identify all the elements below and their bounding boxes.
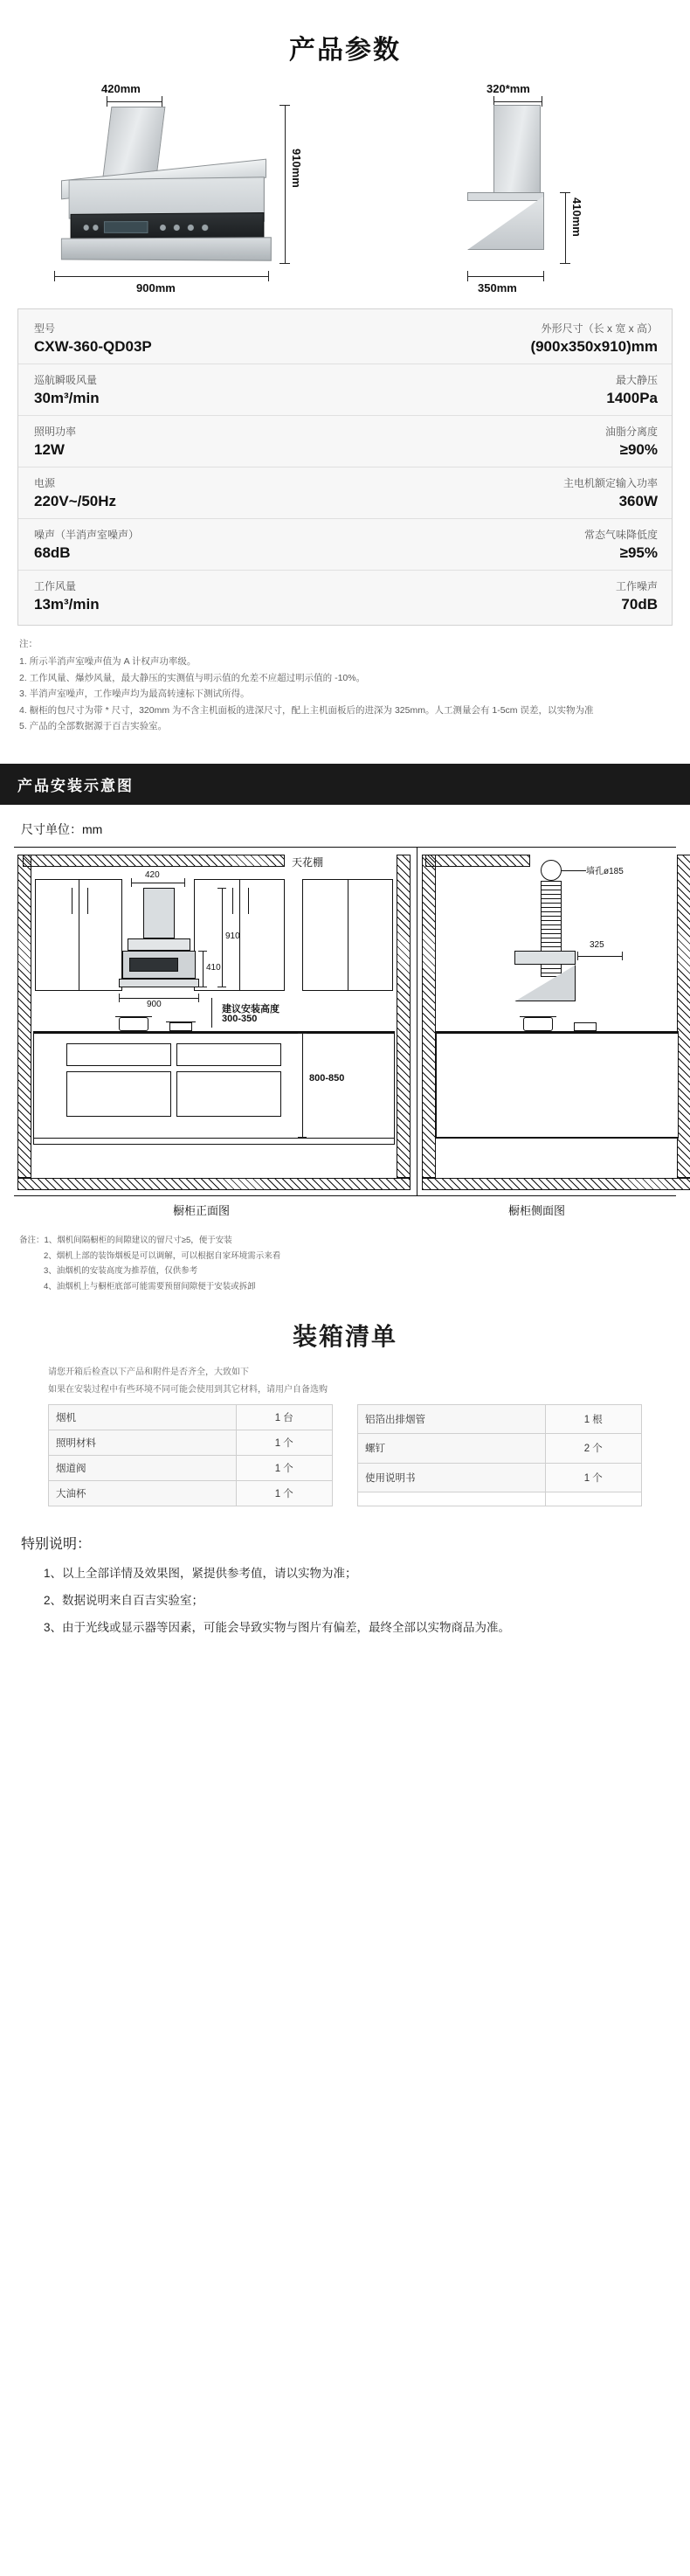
spec-value: 70dB <box>621 596 658 613</box>
remark-line: 4、油烟机上与橱柜底部可能需要预留间隙便于安装或拆卸 <box>44 1281 256 1291</box>
table-row <box>18 416 672 467</box>
spec-cell <box>18 519 345 571</box>
front-top-dim-label: 420mm <box>101 82 141 95</box>
hood-base-install <box>119 979 199 987</box>
panel-button <box>84 225 89 231</box>
list-item <box>358 1434 642 1464</box>
note-line: 4. 橱柜的包尺寸为带 * 尺寸，320mm 为不含主机面板的进深尺寸，配上主机面板后的进深为 325mm。人工测量会有 1-5cm 误差，以实物为准 <box>19 704 594 716</box>
install-height-value: 300-350 <box>222 1014 258 1025</box>
remark-title: 备注： <box>19 1236 45 1246</box>
installation-title-bar: 产品安装示意图 <box>0 764 690 805</box>
item-name: 烟道阀 <box>49 1455 237 1480</box>
spec-label: 型号 <box>34 322 56 335</box>
installation-remarks <box>19 1233 671 1294</box>
spec-label: 最大静压 <box>615 374 658 386</box>
item-name: 铝箔出排烟管 <box>358 1404 546 1434</box>
item-qty: 1 个 <box>545 1463 642 1492</box>
spec-table-container <box>17 308 673 626</box>
panel-button <box>202 225 208 231</box>
product-dimension-diagram <box>17 82 673 296</box>
spec-cell <box>345 364 672 416</box>
panel-display <box>104 221 148 233</box>
table-row <box>18 467 672 519</box>
installation-front-elevation <box>14 848 417 1195</box>
hood-base-front <box>61 237 272 260</box>
product-parameters-section <box>0 0 690 741</box>
list-item: 2、数据说明来自百吉实验室； <box>44 1593 204 1607</box>
caption-side-view: 橱柜侧面图 <box>508 1204 566 1218</box>
cabinet-door-left <box>66 1071 171 1117</box>
packing-table-right <box>357 1404 642 1506</box>
panel-button <box>160 225 166 231</box>
list-item <box>358 1404 642 1434</box>
table-row <box>18 571 672 622</box>
special-notes-list <box>44 1562 660 1639</box>
note-line: 2. 工作风量、爆炒风量，最大静压的实测值与明示值的允差不应超过明示值的 -10%。 <box>19 672 366 683</box>
item-qty: 1 个 <box>236 1480 333 1506</box>
item-name: 烟机 <box>49 1404 237 1430</box>
counter-height-label: 800-850 <box>309 1073 345 1084</box>
side-height-dim-label: 410mm <box>570 197 583 237</box>
panel-button <box>174 225 180 231</box>
side-depth-dim-label: 350mm <box>478 281 517 294</box>
item-name: 大油杯 <box>49 1480 237 1506</box>
spec-cell <box>345 467 672 519</box>
list-item <box>49 1404 333 1430</box>
spec-cell <box>345 571 672 622</box>
caption-front-view: 橱柜正面图 <box>173 1204 231 1218</box>
installation-side-elevation <box>418 848 676 1195</box>
front-view-drawing <box>44 82 411 292</box>
list-item <box>49 1455 333 1480</box>
side-view-drawing <box>441 82 668 292</box>
spec-value: (900x350x910)mm <box>530 338 658 355</box>
front-height-dim-label: 910mm <box>290 149 303 188</box>
floor-hatch <box>17 1178 411 1190</box>
cabinet-door-right <box>176 1071 281 1117</box>
spec-cell <box>18 467 345 519</box>
spec-value: 1400Pa <box>606 390 658 406</box>
spec-value: 12W <box>34 441 65 458</box>
special-notes-section <box>0 1533 690 1639</box>
item-qty: 1 个 <box>236 1430 333 1455</box>
spec-table <box>18 313 672 621</box>
cookware-pot-left <box>119 1017 148 1031</box>
right-wall-hatch <box>397 855 411 1178</box>
spec-label: 电源 <box>34 477 56 489</box>
diagram-captions <box>14 1201 676 1221</box>
item-qty: 1 根 <box>545 1404 642 1434</box>
spec-value: ≥95% <box>619 544 658 561</box>
spec-label: 照明功率 <box>34 426 77 438</box>
cookware-pot-right <box>169 1022 192 1031</box>
wall-hole-label: 墙孔ø185 <box>586 867 624 877</box>
spec-cell <box>345 313 672 364</box>
spec-cell <box>18 313 345 364</box>
spec-cell <box>345 519 672 571</box>
ceiling-hatch <box>23 855 285 867</box>
base-cabinet-side <box>436 1033 679 1138</box>
installation-diagram <box>14 847 676 1196</box>
special-notes-title: 特别说明： <box>21 1536 92 1552</box>
cookware-pot-side-2 <box>574 1022 597 1031</box>
left-wall-hatch <box>17 855 31 1178</box>
spec-label: 工作噪声 <box>615 580 658 592</box>
list-item: 1、以上全部详情及效果图，紧提供参考值，请以实物为准； <box>44 1566 357 1580</box>
spec-value: CXW-360-QD03P <box>34 338 152 355</box>
list-item <box>358 1463 642 1492</box>
note-line: 5. 产品的全部数据源于百吉实验室。 <box>19 720 168 731</box>
ceiling-hatch-side <box>425 855 530 867</box>
wall-hole-circle <box>541 860 562 881</box>
list-item: 3、由于光线或显示器等因素，可能会导致实物与图片有偏差，最终全部以实物商品为准。 <box>44 1620 511 1634</box>
packing-list-title: 装箱清单 <box>292 1322 397 1350</box>
packing-note: 请您开箱后检查以下产品和附件是否齐全，大致如下 <box>48 1367 249 1377</box>
hood-chimney-install <box>143 888 175 938</box>
unit-note: 尺寸单位：mm <box>21 822 103 837</box>
packing-table-left <box>48 1404 333 1506</box>
packing-note: 如果在安装过程中有些环境不同可能会使用到其它材料，请用户自备选购 <box>48 1384 328 1395</box>
cookware-pot-side <box>523 1017 553 1031</box>
install-height-title: 建议安装高度 <box>222 1004 279 1015</box>
parameter-notes <box>19 636 671 734</box>
item-qty: 2 个 <box>545 1434 642 1464</box>
item-name: 使用说明书 <box>358 1463 546 1492</box>
note-line: 3. 半消声室噪声，工作噪声均为最高转速标下测试所得。 <box>19 689 250 700</box>
spec-value: 220V~/50Hz <box>34 493 117 509</box>
hood-height-410-label: 410 <box>206 963 221 973</box>
spec-value: 13m³/min <box>34 596 100 613</box>
hood-body-side <box>467 196 544 250</box>
spec-label: 外形尺寸（长 x 宽 x 高） <box>541 322 658 335</box>
hood-panel-install <box>129 958 178 972</box>
hood-width-420-label: 420 <box>145 870 160 881</box>
side-depth-325-label: 325 <box>590 940 604 951</box>
panel-button <box>188 225 194 231</box>
installation-section <box>0 764 690 1294</box>
drawer-1 <box>66 1043 171 1066</box>
item-qty: 1 个 <box>236 1455 333 1480</box>
drawer-2 <box>176 1043 281 1066</box>
notes-title: 注： <box>19 639 38 649</box>
packing-tables <box>48 1404 642 1506</box>
front-width-dim-label: 900mm <box>136 281 176 294</box>
spec-label: 油脂分离度 <box>604 426 658 438</box>
item-name: 螺钉 <box>358 1434 546 1464</box>
table-row <box>18 519 672 571</box>
item-qty: 1 台 <box>236 1404 333 1430</box>
remark-line: 2、烟机上部的装饰烟板是可以调解，可以根据自家环境需示来看 <box>44 1250 281 1261</box>
list-item <box>49 1430 333 1455</box>
packing-list-section <box>0 1318 690 1506</box>
spec-value: 30m³/min <box>34 390 100 406</box>
hood-height-910-label: 910 <box>225 931 240 942</box>
hood-width-900-label: 900 <box>147 1000 162 1010</box>
item-name: 照明材料 <box>49 1430 237 1455</box>
remark-line: 1、烟机间隔橱柜的间隙建议的留尺寸≥5，便于安装 <box>44 1236 232 1246</box>
table-row <box>18 364 672 416</box>
side-top-dim-label: 320*mm <box>486 82 530 95</box>
spec-value: ≥90% <box>619 441 658 458</box>
hood-top-side-install <box>514 951 576 965</box>
spec-value: 68dB <box>34 544 71 561</box>
side-left-wall-hatch <box>422 855 436 1178</box>
floor-hatch-side <box>422 1178 690 1190</box>
hood-chimney-side <box>493 105 541 199</box>
spec-label: 常态气味降低度 <box>583 529 658 541</box>
hood-top-install <box>128 938 190 951</box>
spec-label: 巡航瞬吸风量 <box>34 374 98 386</box>
spec-label: 噪声（半消声室噪声） <box>34 529 140 541</box>
spec-value: 360W <box>618 493 658 509</box>
spec-cell <box>18 364 345 416</box>
ceiling-label: 天花棚 <box>292 856 324 869</box>
spec-cell <box>18 416 345 467</box>
remark-line: 3、油烟机的安装高度为推荐值，仅供参考 <box>44 1266 198 1277</box>
hood-top-side <box>467 192 544 201</box>
table-row <box>18 313 672 364</box>
spec-cell <box>18 571 345 622</box>
side-right-wall-hatch <box>677 855 690 1178</box>
spec-label: 主电机额定输入功率 <box>562 477 658 489</box>
spec-label: 工作风量 <box>34 580 77 592</box>
panel-button <box>93 225 98 231</box>
page-title: 产品参数 <box>289 36 401 65</box>
spec-cell <box>345 416 672 467</box>
list-item <box>49 1480 333 1506</box>
note-line: 1. 所示半消声室噪声值为 A 计权声功率级。 <box>19 656 197 668</box>
